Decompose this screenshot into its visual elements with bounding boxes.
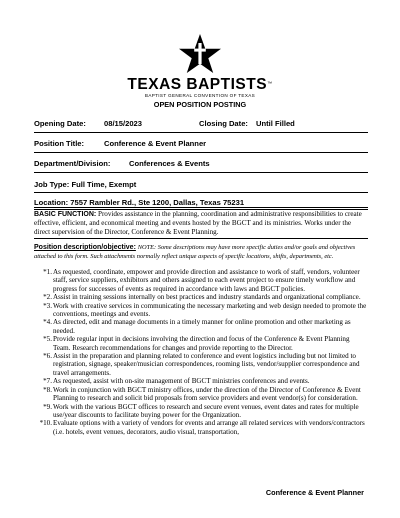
list-item: *6. Assist in the preparation and planning related to conference and event logistics including but not limited to registration, signage, speaker/musician correspondences, rooming lists, vendor/supplier correspondence and travel arrangements.	[43, 352, 360, 377]
list-item: *9. Work with the various BGCT offices to research and secure event venues, event dates and rates for multiple use/year discounts to facilitate buying power for the Organization.	[43, 402, 359, 419]
divider	[34, 192, 368, 193]
duties-list	[34, 268, 368, 436]
location-row	[34, 198, 368, 207]
location-label: Location:	[34, 198, 69, 207]
opening-date-row	[34, 119, 368, 128]
basic-function-label: BASIC FUNCTION:	[34, 211, 97, 218]
job-type-label: Job Type:	[34, 180, 70, 189]
job-type-value: Full Time, Exempt	[71, 180, 137, 189]
org-subtitle: BAPTIST GENERAL CONVENTION OF TEXAS	[144, 93, 256, 98]
basic-function	[34, 210, 368, 236]
list-item: *3. Work with creative services in communicating the necessary marketing and web design needed to promote the conventions, meetings and events.	[43, 301, 367, 319]
opening-date-label: Opening Date:	[34, 119, 86, 128]
list-item: *2. Assist in training sessions internally on best practices and industry standards and organizational compliance.	[43, 293, 361, 302]
list-item: *7. As requested, assist with on-site management of BGCT ministries conferences and events.	[43, 377, 310, 386]
divider	[34, 172, 368, 173]
department-label: Department/Division:	[34, 159, 111, 168]
opening-date-value: 08/15/2023	[104, 119, 143, 128]
texas-baptists-logo	[0, 34, 400, 99]
position-description-note: NOTE: Some descriptions may have more specific duties and/or goals and objectives attached to this form. Such attachments normally reflect unique aspects of specific locations, shifts, departments, etc.	[34, 244, 356, 261]
divider	[34, 132, 368, 133]
page-title: OPEN POSITION POSTING	[153, 100, 247, 109]
department-value: Conferences & Events	[129, 159, 210, 168]
closing-date-value: Until Filled	[256, 119, 295, 128]
divider	[34, 238, 368, 239]
closing-date-label: Closing Date:	[199, 119, 248, 128]
org-name: TEXAS BAPTISTS™	[127, 76, 273, 93]
department-row	[34, 159, 368, 168]
list-item: *1. As requested, coordinate, empower and provide direction and assistance to work of staff, vendors, volunteer staff, service suppliers, exhibitors and others assigned to each event project to ensure timely workflow and progress for successes of events as required in accordance with laws and BGCT policies.	[43, 268, 360, 293]
divider	[34, 152, 368, 153]
job-type-row	[34, 180, 368, 189]
position-title-value: Conference & Event Planner	[104, 139, 207, 148]
position-description	[34, 243, 368, 262]
position-title-label: Position Title:	[34, 139, 85, 148]
list-item: *4. As directed, edit and manage documents in a timely manner for online promotion and other marketing as needed.	[43, 318, 351, 335]
star-cross-icon	[178, 34, 222, 74]
position-title-row	[34, 139, 368, 148]
location-value: 7557 Rambler Rd., Ste 1200, Dallas, Texas 75231	[70, 198, 245, 207]
list-item: *8. Work in conjunction with BGCT ministry offices, under the direction of the Director of Conference & Event Planning to research and solicit bid proposals from service providers and event vendor(s) for consideration.	[43, 385, 361, 403]
list-item: *10. Evaluate options with a variety of vendors for events and arrange all related services with vendors/contractors (i.e. hotels, event venues, decorators, audio visual, transportation,	[39, 419, 365, 436]
page-footer: Conference & Event Planner	[265, 488, 364, 497]
list-item: *5. Provide regular input in decisions involving the direction and focus of the Conference & Event Planning Team. Research recommendations for changes and provide reporting to the Director.	[43, 335, 350, 352]
position-description-label: Position description/objective:	[34, 244, 136, 251]
basic-function-text: Provides assistance in the planning, coordination and administrative responsibilities to create effective, efficient, and economical meeting and events hosted by the BGCT and its ministries. Works under the direct supervision of the Director, Conference & Event Planning.	[34, 210, 362, 236]
